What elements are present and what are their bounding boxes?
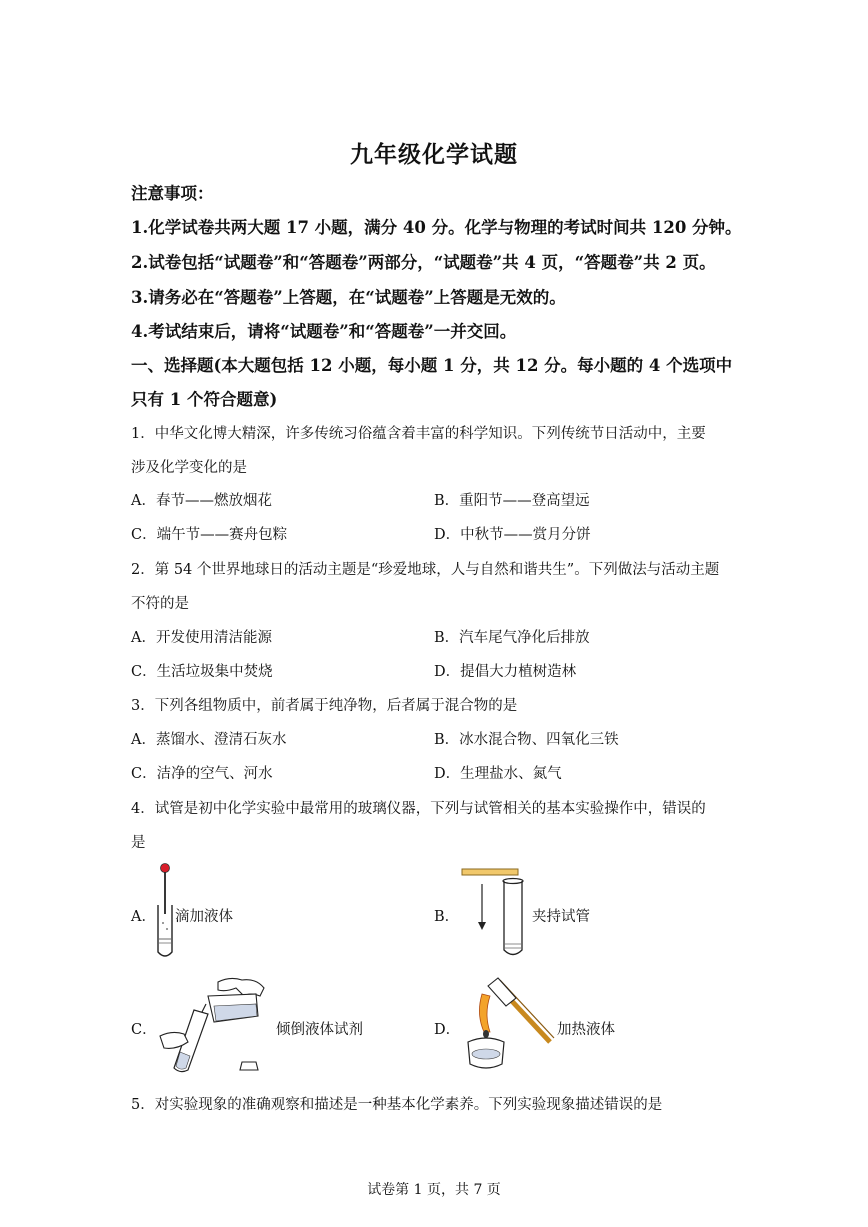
question-4-option-b-label: 夹持试管 bbox=[532, 909, 590, 925]
question-1-option-a: A．春节——燃放烟花 bbox=[131, 493, 272, 509]
question-3-option-b: B．冰水混合物、四氧化三铁 bbox=[434, 732, 619, 748]
page-title: 九年级化学试题 bbox=[350, 141, 518, 168]
question-1-stem: 1．中华文化博大精深，许多传统习俗蕴含着丰富的科学知识。下列传统节日活动中，主要 bbox=[131, 426, 706, 442]
question-4-option-c-letter: C． bbox=[131, 1022, 157, 1038]
question-1-stem-cont: 涉及化学变化的是 bbox=[131, 460, 247, 476]
question-2-option-c: C．生活垃圾集中焚烧 bbox=[131, 664, 273, 680]
question-1-option-c: C．端午节——赛舟包粽 bbox=[131, 527, 288, 543]
question-4-option-a-letter: A． bbox=[131, 909, 156, 925]
test-tube-holder-figure bbox=[458, 864, 528, 964]
question-3-option-a: A．蒸馏水、澄清石灰水 bbox=[131, 732, 287, 748]
question-4-option-c-label: 倾倒液体试剂 bbox=[276, 1022, 363, 1038]
question-2-stem: 2．第 54 个世界地球日的活动主题是“珍爱地球，人与自然和谐共生”。下列做法与活动主题 bbox=[131, 562, 720, 578]
section-heading: 一、选择题(本大题包括 12 小题，每小题 1 分，共 12 分。每小题的 4 个选项中 bbox=[131, 356, 733, 375]
notice-item-3: 3.请务必在“答题卷”上答题，在“试题卷”上答题是无效的。 bbox=[131, 288, 566, 307]
question-4-stem-cont: 是 bbox=[131, 835, 146, 851]
question-4-option-a-label: 滴加液体 bbox=[175, 909, 233, 925]
notice-item-1: 1.化学试卷共两大题 17 小题，满分 40 分。化学与物理的考试时间共 120 分钟。 bbox=[131, 218, 742, 237]
page-footer: 试卷第 1 页，共 7 页 bbox=[367, 1182, 501, 1198]
section-heading-cont: 只有 1 个符合题意) bbox=[131, 390, 278, 409]
alcohol-lamp-heating-figure bbox=[454, 974, 556, 1074]
question-3-option-c: C．洁净的空气、河水 bbox=[131, 766, 273, 782]
question-4-stem: 4．试管是初中化学实验中最常用的玻璃仪器，下列与试管相关的基本实验操作中，错误的 bbox=[131, 801, 706, 817]
question-4-option-d-label: 加热液体 bbox=[557, 1022, 615, 1038]
question-3-stem: 3．下列各组物质中，前者属于纯净物，后者属于混合物的是 bbox=[131, 698, 518, 714]
notice-item-2: 2.试卷包括“试题卷”和“答题卷”两部分，“试题卷”共 4 页，“答题卷”共 2 页。 bbox=[131, 253, 716, 272]
notice-item-4: 4.考试结束后，请将“试题卷”和“答题卷”一并交回。 bbox=[131, 322, 517, 341]
question-2-option-a: A．开发使用清洁能源 bbox=[131, 630, 272, 646]
notice-heading: 注意事项： bbox=[131, 184, 214, 203]
question-4-option-b-letter: B． bbox=[434, 909, 460, 925]
question-3-option-d: D．生理盐水、氮气 bbox=[434, 766, 562, 782]
question-2-option-d: D．提倡大力植树造林 bbox=[434, 664, 577, 680]
question-4-option-d-letter: D． bbox=[434, 1022, 461, 1038]
question-1-option-b: B．重阳节——登高望远 bbox=[434, 493, 590, 509]
question-2-stem-cont: 不符的是 bbox=[131, 596, 189, 612]
pouring-liquid-figure bbox=[158, 976, 274, 1076]
question-5-stem: 5．对实验现象的准确观察和描述是一种基本化学素养。下列实验现象描述错误的是 bbox=[131, 1097, 663, 1113]
question-2-option-b: B．汽车尾气净化后排放 bbox=[434, 630, 590, 646]
question-1-option-d: D．中秋节——赏月分饼 bbox=[434, 527, 591, 543]
